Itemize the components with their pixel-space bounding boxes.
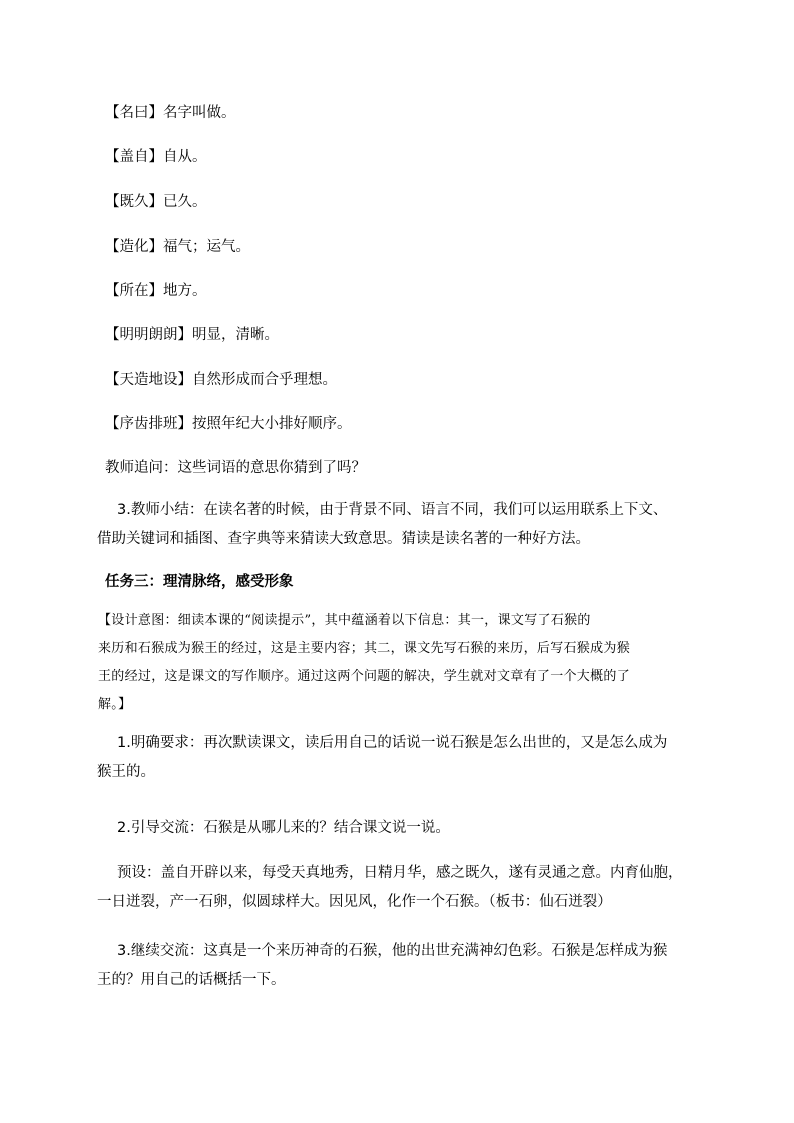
glossary-entry: [105, 281, 207, 301]
glossary-entry: [105, 103, 236, 123]
glossary-entry: [105, 237, 250, 257]
glossary-term: 【盖自】: [105, 149, 163, 165]
glossary-entry: [105, 147, 207, 167]
glossary-definition: 按照年纪大小排好顺序。: [192, 416, 352, 432]
preset-answer: [97, 859, 717, 917]
design-intent-line: 解。】: [98, 697, 132, 712]
preset-line: 一日迸裂，产一石卵，似圆球样大。因见风，化作一个石猴。（板书：仙石迸裂）: [97, 894, 612, 910]
step-1: [97, 729, 717, 787]
step-line: 王的？用自己的话概括一下。: [97, 972, 286, 988]
glossary-definition: 已久。: [163, 194, 207, 210]
glossary-entry: [105, 414, 352, 434]
glossary-entry: [105, 370, 337, 390]
glossary-definition: 地方。: [163, 283, 207, 299]
glossary-definition: 福气；运气。: [163, 239, 250, 255]
design-intent-line: 王的经过，这是课文的写作顺序。通过这两个问题的解决，学生就对文章有了一个大概的了: [98, 669, 631, 684]
design-intent-line: 【设计意图：细读本课的“阅读提示”，其中蕴涵着以下信息：其一，课文写了石猴的: [98, 613, 591, 628]
glossary-definition: 自然形成而合乎理想。: [192, 372, 337, 388]
summary-line: 3.教师小结：在读名著的时候，由于背景不同、语言不同，我们可以运用联系上下文、: [117, 502, 668, 518]
design-intent-line: 来历和石猴成为猴王的经过，这是主要内容；其二，课文先写石猴的来历，后写石猴成为猴: [98, 641, 631, 656]
step-3: [97, 937, 717, 995]
step-line: 猴王的。: [97, 764, 155, 780]
glossary-term: 【名曰】: [105, 105, 163, 121]
glossary-term: 【明明朗朗】: [105, 327, 192, 343]
summary-line: 借助关键词和插图、查字典等来猜读大致意思。猜读是读名著的一种好方法。: [97, 531, 590, 547]
step-2: 2.引导交流：石猴是从哪儿来的？结合课文说一说。: [117, 820, 450, 836]
glossary-term: 【所在】: [105, 283, 163, 299]
glossary-definition: 明显，清晰。: [192, 327, 279, 343]
glossary-definition: 名字叫做。: [163, 105, 236, 121]
teacher-summary: [97, 496, 717, 554]
step-line: 1.明确要求：再次默读课文，读后用自己的话说一说石猴是怎么出世的，又是怎么成为: [117, 735, 668, 751]
design-intent: [98, 607, 710, 719]
glossary-entry: [105, 192, 207, 212]
glossary-term: 【序齿排班】: [105, 416, 192, 432]
glossary-term: 【造化】: [105, 239, 163, 255]
glossary-definition: 自从。: [163, 149, 207, 165]
teacher-question: 教师追问：这些词语的意思你猜到了吗？: [105, 460, 366, 476]
glossary-entry: [105, 325, 279, 345]
task-heading: 任务三：理清脉络，感受形象: [105, 574, 294, 590]
glossary-term: 【天造地设】: [105, 372, 192, 388]
preset-line: 预设：盖自开辟以来，每受天真地秀，日精月华，感之既久，遂有灵通之意。内育仙胞，: [117, 865, 683, 881]
step-line: 3.继续交流：这真是一个来历神奇的石猴，他的出世充满神幻色彩。石猴是怎样成为猴: [117, 943, 668, 959]
glossary-term: 【既久】: [105, 194, 163, 210]
